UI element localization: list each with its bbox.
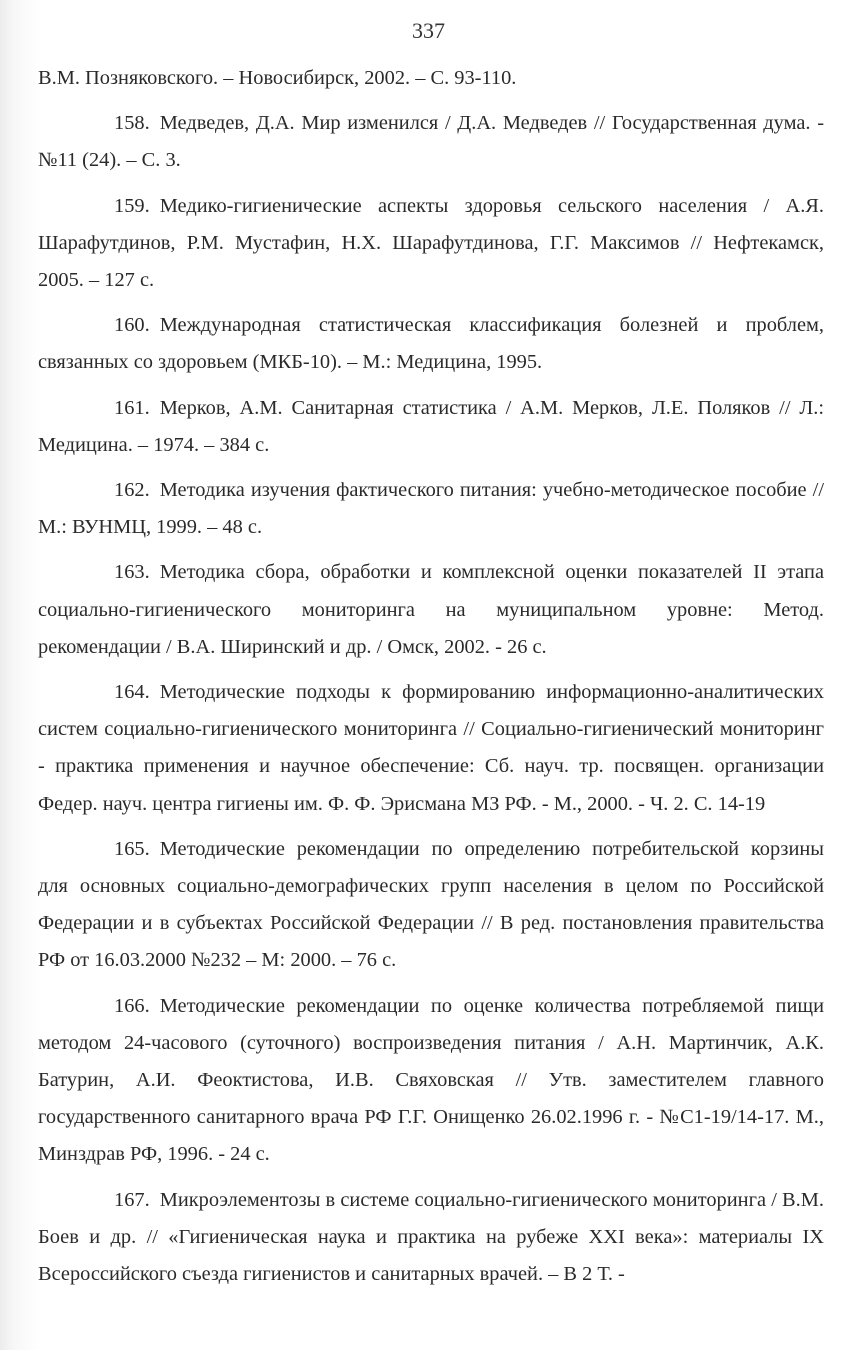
bibliography-entry (38, 1182, 824, 1294)
entry-text: Методика изучения фактического питания: учебно-методическое пособие // М.: ВУНМЦ, 1999. – 48 с. (38, 479, 824, 539)
entry-text: Методические рекомендации по определению потребительской корзины для основных социально-демографических групп населения в целом по Российской Федерации и в субъектах Российской Федерации // В ред. постановления правительства РФ от 16.03.2000 №232 – М: 2000. – 76 с. (38, 837, 824, 972)
entry-text: Методические рекомендации по оценке количества потребляемой пищи методом 24-часового (суточного) воспроизведения питания / А.Н. Мартинчик, А.К. Батурин, А.И. Феоктистова, И.В. Свяховская // Утв. заместителем главного государственного санитарного врача РФ Г.Г. Онищенко 26.02.1996 г. - №С1-19/14-17. М., Минздрав РФ, 1996. - 24 с. (38, 994, 824, 1166)
bibliography-entry (38, 831, 824, 980)
continuation-text: В.М. Позняковского. – Новосибирск, 2002. – С. 93-110. (38, 67, 517, 89)
entry-number: 162. (114, 479, 150, 502)
page-number: 337 (412, 18, 445, 43)
entry-text: Международная статистическая классификация болезней и проблем, связанных со здоровьем (МКБ-10). – М.: Медицина, 1995. (38, 314, 824, 374)
bibliography-entry (38, 674, 824, 823)
bibliography-entry (38, 390, 824, 464)
entry-number: 164. (114, 681, 150, 704)
bibliography-entry (38, 188, 824, 300)
entry-text: Мерков, А.М. Санитарная статистика / А.М. Мерков, Л.Е. Поляков // Л.: Медицина. – 1974. – 384 с. (38, 396, 824, 456)
bibliography-list (38, 60, 824, 1301)
bibliography-entry (38, 988, 824, 1174)
entry-text: Методика сбора, обработки и комплексной оценки показателей II этапа социально-гигиенического мониторинга на муниципальном уровне: Метод. рекомендации / В.А. Ширинский и др. / Омск, 2002. - 26 с. (38, 561, 824, 658)
entry-number: 159. (114, 194, 150, 217)
entry-number: 167. (114, 1188, 150, 1211)
bibliography-entry (38, 105, 824, 179)
entry-text: Медведев, Д.А. Мир изменился / Д.А. Медведев // Государственная дума. - №11 (24). – С. 3. (38, 112, 824, 172)
entry-number: 166. (114, 994, 150, 1017)
bibliography-entry (38, 554, 824, 666)
entry-number: 160. (114, 314, 150, 337)
entry-number: 161. (114, 396, 150, 419)
entry-text: Микроэлементозы в системе социально-гигиенического мониторинга / В.М. Боев и др. // «Гигиеническая наука и практика на рубеже XXI века»: материалы IX Всероссийского съезда гигиенистов и санитарных врачей. – В 2 Т. - (38, 1188, 824, 1286)
bibliography-entry (38, 472, 824, 546)
entry-number: 165. (114, 837, 150, 860)
entry-number: 163. (114, 561, 150, 584)
entry-text: Методические подходы к формированию информационно-аналитических систем социально-гигиенического мониторинга // Социально-гигиенический мониторинг - практика применения и научное обеспечение: Сб. науч. тр. посвящен. организации Федер. науч. центра гигиены им. Ф. Ф. Эрисмана МЗ РФ. - М., 2000. - Ч. 2. С. 14-19 (38, 681, 824, 815)
bibliography-entry (38, 307, 824, 381)
entry-number: 158. (114, 112, 150, 135)
entry-text: Медико-гигиенические аспекты здоровья сельского населения / А.Я. Шарафутдинов, Р.М. Мустафин, Н.Х. Шарафутдинова, Г.Г. Максимов // Нефтекамск, 2005. – 127 с. (38, 194, 824, 292)
